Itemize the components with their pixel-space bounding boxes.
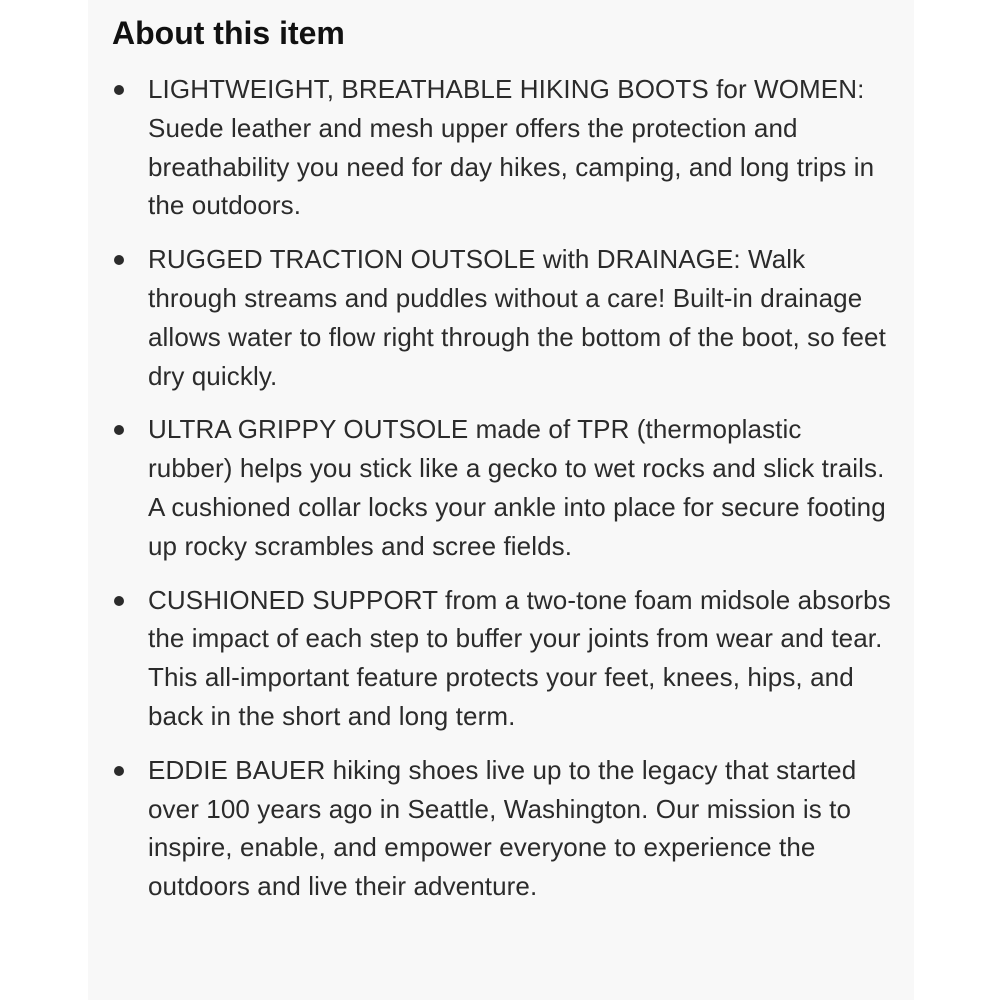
bullet-dot-icon [114,85,124,95]
feature-bullet-text: RUGGED TRACTION OUTSOLE with DRAINAGE: Walk through streams and puddles without a care! Built-in drainage allows water to flow right through the bottom of the boot, so feet dry quickly. [148,244,886,391]
feature-bullet-text: ULTRA GRIPPY OUTSOLE made of TPR (thermoplastic rubber) helps you stick like a gecko to wet rocks and slick trails. A cushioned collar locks your ankle into place for secure footing up rocky scrambles and scree fields. [148,414,886,561]
feature-bullet-text: CUSHIONED SUPPORT from a two-tone foam midsole absorbs the impact of each step to buffer your joints from wear and tear. This all-important feature protects your feet, knees, hips, and back in the short and long term. [148,584,891,731]
feature-bullet-text: LIGHTWEIGHT, BREATHABLE HIKING BOOTS for WOMEN: Suede leather and mesh upper offers the protection and breathability you need for day hikes, camping, and long trips in the outdoors. [148,74,875,221]
feature-bullet-text: EDDIE BAUER hiking shoes live up to the legacy that started over 100 years ago in Seattle, Washington. Our mission is to inspire, enable, and empower everyone to experience the outdoors and live their adventure. [148,754,857,902]
feature-bullet [112,240,892,395]
feature-bullet-list [112,70,892,906]
about-this-item-section [112,12,892,921]
section-title: About this item [112,15,345,51]
bullet-dot-icon [114,596,124,606]
feature-bullet [112,751,892,906]
feature-bullet [112,581,892,736]
bullet-dot-icon [114,766,124,776]
bullet-dot-icon [114,255,124,265]
bullet-dot-icon [114,425,124,435]
feature-bullet [112,70,892,225]
feature-bullet [112,410,892,565]
